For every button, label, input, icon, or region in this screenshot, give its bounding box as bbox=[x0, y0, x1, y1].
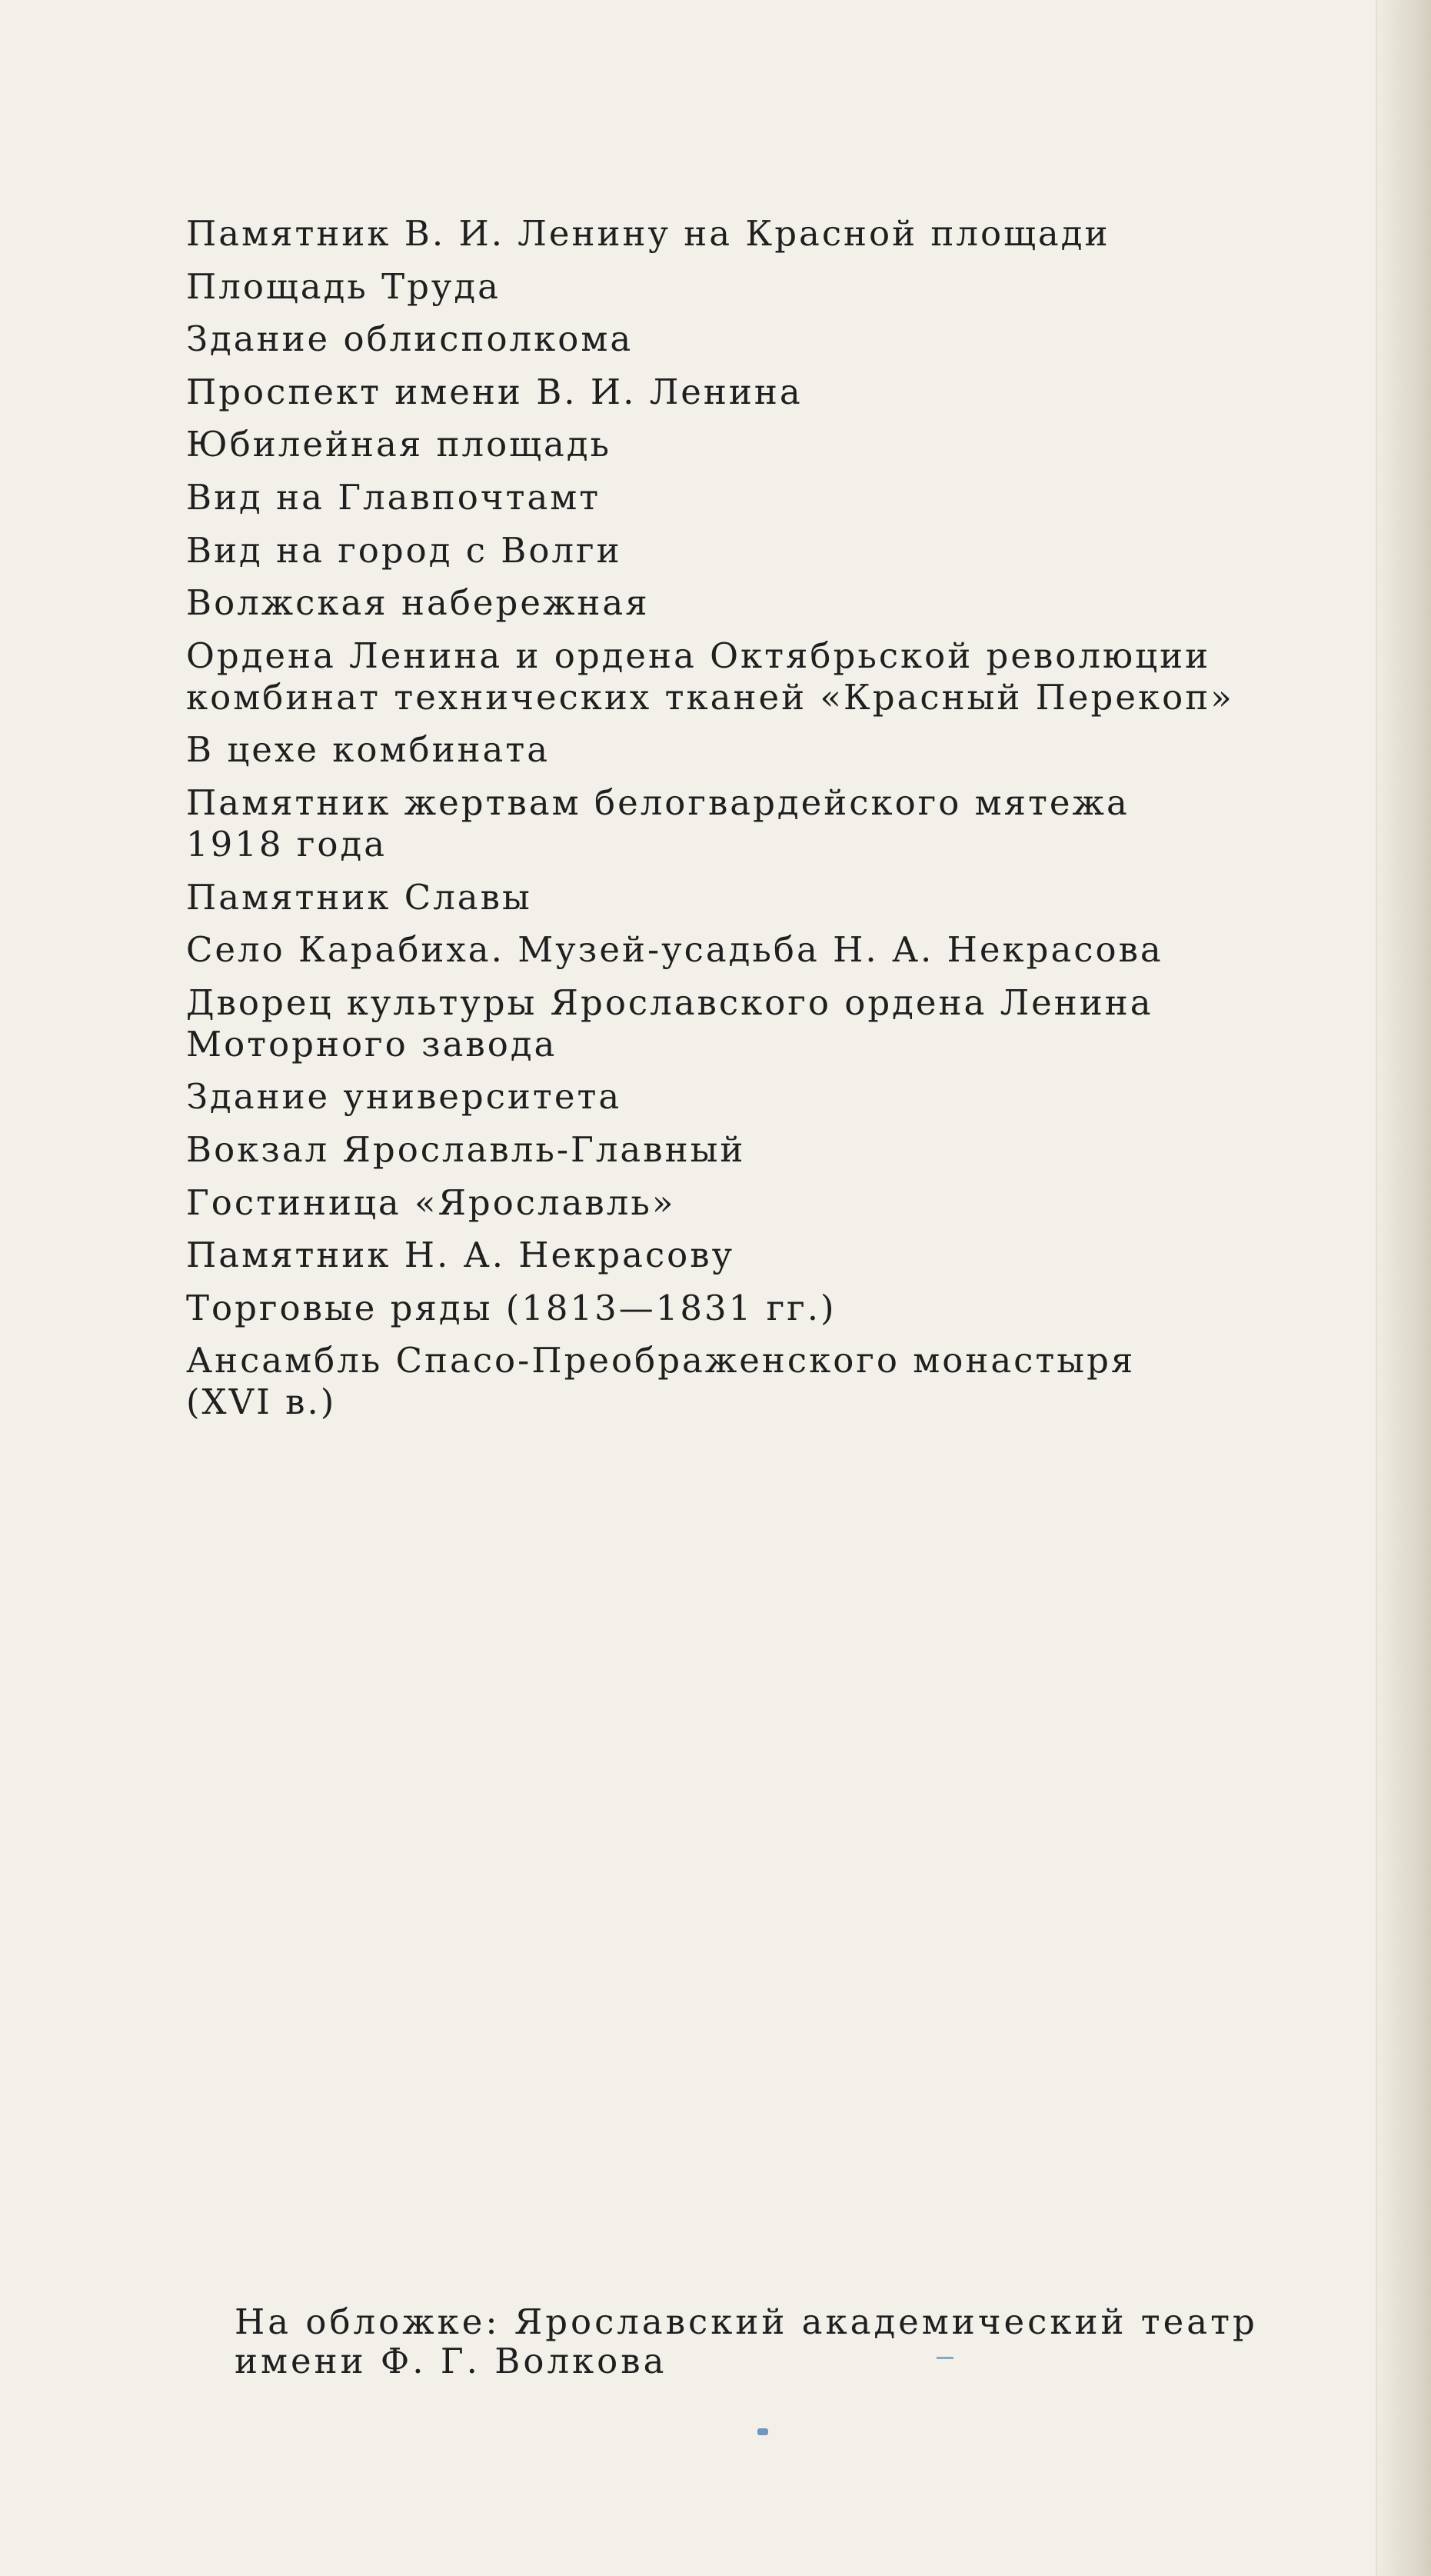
contents-item bbox=[186, 214, 1339, 253]
contents-item-text: Ордена Ленина и ордена Октябрьской революции bbox=[186, 635, 1211, 676]
contents-item-text-continued: комбинат технических тканей «Красный Перекоп» bbox=[186, 676, 1234, 718]
contents-item bbox=[186, 1288, 1339, 1328]
contents-item bbox=[186, 531, 1339, 570]
contents-item bbox=[186, 1341, 1339, 1421]
contents-item-text-continued: 1918 года bbox=[186, 823, 388, 865]
contents-item-text: Село Карабиха. Музей-усадьба Н. А. Некрасова bbox=[186, 929, 1163, 971]
contents-item bbox=[186, 636, 1339, 717]
contents-item-text: Памятник В. И. Ленину на Красной площади bbox=[186, 213, 1110, 254]
contents-item-text: Здание облисполкома bbox=[186, 318, 634, 360]
contents-item bbox=[186, 372, 1339, 412]
ink-speck-mark bbox=[757, 2428, 768, 2435]
contents-item-text: Здание университета bbox=[186, 1076, 622, 1118]
contents-item bbox=[186, 1235, 1339, 1275]
contents-item bbox=[186, 930, 1339, 969]
contents-item bbox=[186, 478, 1339, 517]
contents-item bbox=[186, 1183, 1339, 1222]
contents-item bbox=[186, 983, 1339, 1064]
contents-item-text-continued: (XVI в.) bbox=[186, 1381, 337, 1423]
cover-note bbox=[235, 2302, 1342, 2381]
cover-note-text-continued: имени Ф. Г. Волкова bbox=[235, 2341, 667, 2381]
contents-item-text: Памятник Славы bbox=[186, 876, 532, 918]
cover-note-text: На обложке: Ярославский академический театр bbox=[235, 2301, 1258, 2342]
contents-item-text: Гостиница «Ярославль» bbox=[186, 1181, 676, 1223]
contents-item-text: Дворец культуры Ярославского ордена Ленина bbox=[186, 981, 1153, 1023]
contents-item bbox=[186, 425, 1339, 464]
contents-item-text: Волжская набережная bbox=[186, 582, 650, 624]
contents-list bbox=[186, 214, 1339, 1435]
contents-item bbox=[186, 1077, 1339, 1116]
contents-item bbox=[186, 583, 1339, 622]
contents-item-text: Памятник жертвам белогвардейского мятежа bbox=[186, 781, 1130, 823]
contents-item bbox=[186, 267, 1339, 306]
page-fold-edge bbox=[1376, 0, 1431, 2576]
contents-item bbox=[186, 319, 1339, 358]
contents-item-text: Площадь Труда bbox=[186, 265, 501, 307]
contents-item-text: Проспект имени В. И. Ленина bbox=[186, 371, 803, 412]
contents-item-text: Вид на город с Волги bbox=[186, 529, 622, 571]
contents-item bbox=[186, 878, 1339, 917]
contents-item-text-continued: Моторного завода bbox=[186, 1023, 557, 1065]
contents-item-text: Вокзал Ярославль-Главный bbox=[186, 1128, 746, 1170]
contents-item-text: В цехе комбината bbox=[186, 729, 551, 771]
contents-item bbox=[186, 730, 1339, 769]
contents-item-text: Вид на Главпочтамт bbox=[186, 476, 601, 518]
contents-item-text: Торговые ряды (1813—1831 гг.) bbox=[186, 1287, 837, 1328]
contents-item bbox=[186, 1130, 1339, 1169]
contents-item-text: Юбилейная площадь bbox=[186, 424, 612, 465]
contents-item-text: Ансамбль Спасо-Преображенского монастыря bbox=[186, 1340, 1136, 1381]
contents-item bbox=[186, 783, 1339, 864]
contents-item-text: Памятник Н. А. Некрасову bbox=[186, 1235, 735, 1276]
